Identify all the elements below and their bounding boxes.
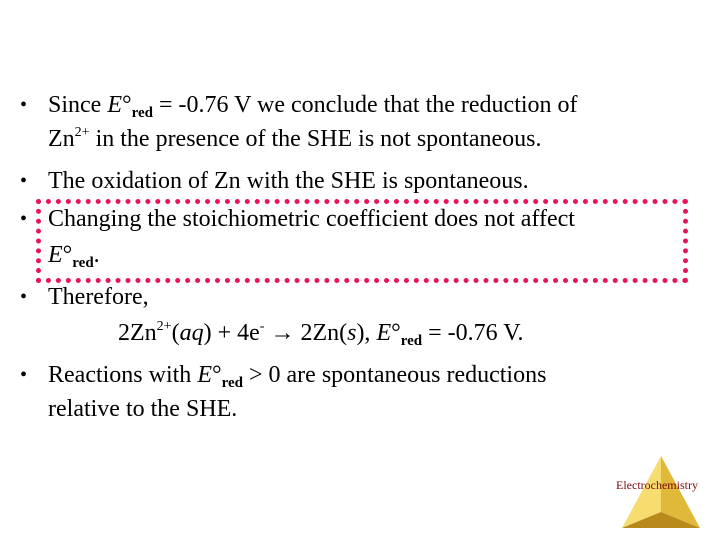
text-segment: 2Zn( xyxy=(300,320,348,346)
equation xyxy=(118,318,523,348)
subscript-red: red xyxy=(131,105,153,121)
bullet-marker: • xyxy=(20,208,28,230)
bullet-marker: • xyxy=(20,364,28,386)
text-segment: 2Zn xyxy=(118,320,157,346)
bullet-1-line-1 xyxy=(48,90,578,120)
bullet-marker: • xyxy=(20,94,28,116)
e-symbol: E xyxy=(107,92,122,118)
text-segment: ) + 4e xyxy=(203,320,260,346)
arrow-icon: → xyxy=(264,320,301,346)
bullet-3-line-1: Changing the stoichiometric coefficient does not affect xyxy=(48,206,575,232)
text-segment: > 0 are spontaneous reductions xyxy=(242,362,547,388)
bullet-2-line-1: The oxidation of Zn with the SHE is spontaneous. xyxy=(48,168,529,194)
e-symbol: E xyxy=(48,242,63,268)
text-segment: . xyxy=(93,242,100,268)
e-symbol: E xyxy=(197,362,212,388)
text-segment: in the presence of the SHE is not spontaneous. xyxy=(89,126,542,152)
degree-symbol: ° xyxy=(391,320,401,346)
bullet-1-line-2 xyxy=(48,124,542,154)
subscript-red: red xyxy=(221,375,243,391)
text-segment: Reactions with xyxy=(48,362,198,388)
superscript-charge: 2+ xyxy=(156,319,172,334)
bullet-marker: • xyxy=(20,286,28,308)
subscript-red: red xyxy=(72,255,94,271)
highlight-box xyxy=(36,199,688,283)
state-s: s xyxy=(347,320,357,346)
text-segment: ( xyxy=(171,320,180,346)
text-segment: ), xyxy=(356,320,377,346)
text-segment: = -0.76 V. xyxy=(422,320,524,346)
bullet-5-line-2: relative to the SHE. xyxy=(48,396,238,422)
degree-symbol: ° xyxy=(211,362,222,388)
subscript-red: red xyxy=(400,333,423,349)
text-segment: Since xyxy=(48,92,108,118)
text-segment: = -0.76 V we conclude that the reduction of xyxy=(153,92,578,118)
bullet-5-line-1 xyxy=(48,360,546,390)
bullet-marker: • xyxy=(20,170,28,192)
bullet-4-line-1: Therefore, xyxy=(48,284,149,310)
state-aq: aq xyxy=(179,320,204,346)
superscript-charge: 2+ xyxy=(74,125,90,140)
superscript-charge: - xyxy=(259,319,265,334)
text-segment: Zn xyxy=(48,126,75,152)
footer-label: Electrochemistry xyxy=(616,478,698,492)
e-symbol: E xyxy=(376,320,392,346)
degree-symbol: ° xyxy=(122,92,132,118)
degree-symbol: ° xyxy=(62,242,73,268)
